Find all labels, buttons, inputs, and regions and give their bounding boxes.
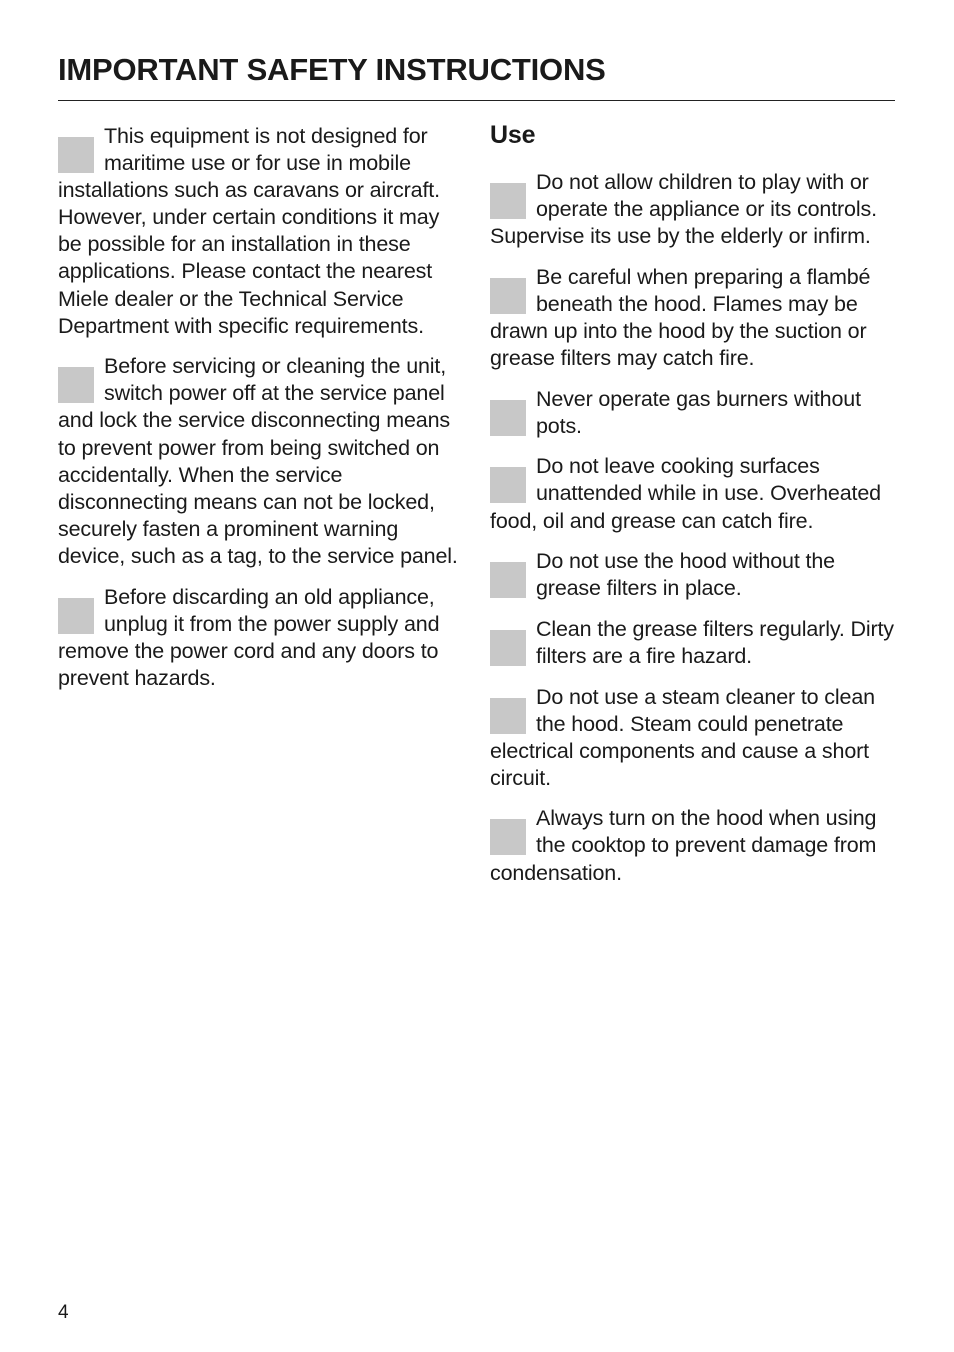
warning-marker-icon — [490, 819, 526, 855]
warning-marker-icon — [490, 278, 526, 314]
paragraph-text: Do not leave cooking surfaces unattended while in use. Overheated food, oil and grease can catch fire. — [490, 454, 881, 533]
left-column — [58, 123, 468, 705]
warning-marker-icon — [58, 137, 94, 173]
safety-paragraph — [490, 453, 895, 534]
safety-paragraph — [490, 805, 895, 886]
warning-marker-icon — [490, 698, 526, 734]
safety-paragraph — [490, 616, 895, 670]
safety-paragraph — [490, 169, 895, 250]
safety-paragraph — [490, 386, 895, 440]
right-column — [490, 119, 895, 900]
paragraph-text: This equipment is not designed for maritime use or for use in mobile installations such as caravans or aircraft. However, under certain conditions it may be possible for an installation in these applications. Please contact the nearest Miele dealer or the Technical Service Department with specific requirements. — [58, 124, 440, 338]
page-title: IMPORTANT SAFETY INSTRUCTIONS — [58, 52, 606, 87]
paragraph-text: Before discarding an old appliance, unplug it from the power supply and remove the power cord and any doors to prevent hazards. — [58, 584, 440, 690]
safety-paragraph — [58, 353, 468, 570]
paragraph-text: Clean the grease filters regularly. Dirty filters are a fire hazard. — [536, 616, 894, 668]
section-heading-use: Use — [490, 121, 536, 149]
paragraph-text: Be careful when preparing a flambé beneath the hood. Flames may be drawn up into the hood by the suction or grease filters may catch fire. — [490, 264, 871, 371]
warning-marker-icon — [490, 467, 526, 503]
warning-marker-icon — [58, 598, 94, 634]
warning-marker-icon — [58, 367, 94, 403]
title-divider — [58, 100, 895, 101]
warning-marker-icon — [490, 183, 526, 219]
paragraph-text: Do not use a steam cleaner to clean the hood. Steam could penetrate electrical components and cause a short circuit. — [490, 684, 875, 790]
paragraph-text: Before servicing or cleaning the unit, switch power off at the service panel and lock the service disconnecting means to prevent power from being switched on accidentally. When the service disconnecting means can not be locked, securely fasten a prominent warning device, such as a tag, to the service panel. — [58, 354, 458, 568]
warning-marker-icon — [490, 630, 526, 666]
safety-paragraph — [490, 548, 895, 602]
safety-paragraph — [490, 264, 895, 372]
warning-marker-icon — [490, 400, 526, 436]
paragraph-text: Do not use the hood without the grease filters in place. — [536, 549, 835, 601]
warning-marker-icon — [490, 562, 526, 598]
safety-paragraph — [58, 584, 468, 692]
safety-paragraph — [490, 684, 895, 792]
paragraph-text: Always turn on the hood when using the cooktop to prevent damage from condensation. — [490, 806, 877, 885]
safety-paragraph — [58, 123, 468, 340]
page-number: 4 — [58, 1302, 69, 1323]
paragraph-text: Never operate gas burners without pots. — [536, 386, 861, 438]
paragraph-text: Do not allow children to play with or operate the appliance or its controls. Supervise its use by the elderly or infirm. — [490, 170, 877, 249]
